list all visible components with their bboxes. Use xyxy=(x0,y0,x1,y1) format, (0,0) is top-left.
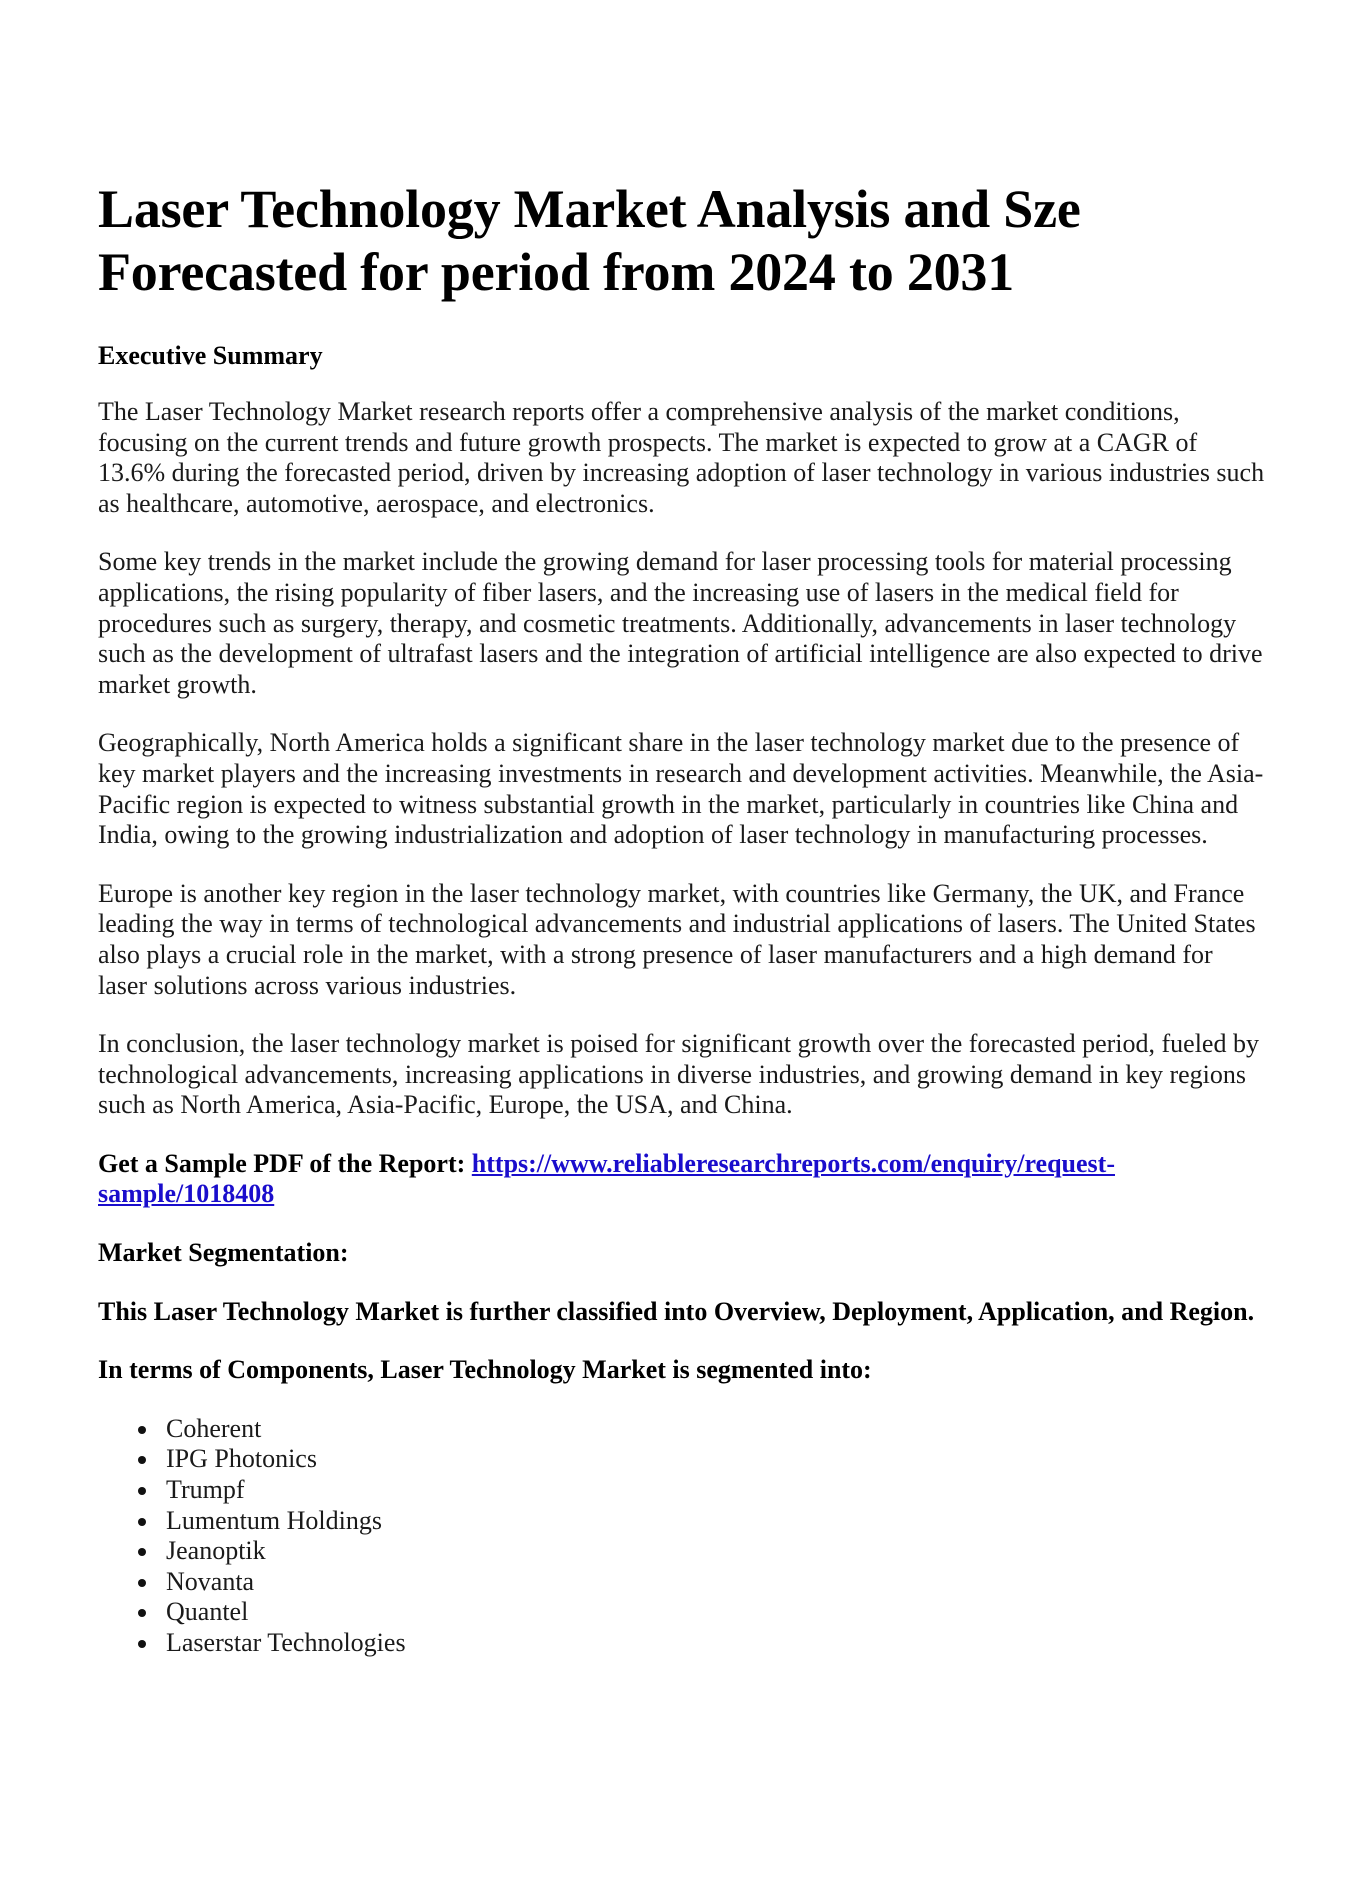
list-item: Jeanoptik xyxy=(138,1536,1268,1567)
paragraph-overview: The Laser Technology Market research reports offer a comprehensive analysis of the market conditions, focusing on the current trends and future growth prospects. The market is expected to grow at a CAGR of 13.6% during the forecasted period, driven by increasing adoption of laser technology in various industries such as healthcare, automotive, aerospace, and electronics. xyxy=(98,397,1265,518)
bullet-icon xyxy=(138,1548,146,1556)
bullet-icon xyxy=(138,1518,146,1526)
list-item: Laserstar Technologies xyxy=(138,1628,1268,1659)
paragraph-europe: Europe is another key region in the laser technology market, with countries like Germany, the UK, and France leading the way in terms of technological advancements and industrial applications of lasers. The United States also plays a crucial role in the market, with a strong presence of laser manufacturers and a high demand for laser solutions across various industries. xyxy=(98,878,1256,1000)
sample-pdf-line xyxy=(98,1149,1268,1210)
list-item: Lumentum Holdings xyxy=(138,1506,1268,1537)
bullet-icon xyxy=(138,1456,146,1464)
companies-list xyxy=(98,1414,1268,1659)
bullet-icon xyxy=(138,1640,146,1648)
bullet-icon xyxy=(138,1487,146,1495)
paragraph-geography: Geographically, North America holds a significant share in the laser technology market due to the presence of key market players and the increasing investments in research and development activities. Meanwhile, the Asia-Pacific region is expected to witness substantial growth in the market, particularly in countries like China and India, owing to the growing industrialization and adoption of laser technology in manufacturing processes. xyxy=(98,728,1264,850)
classification-text: This Laser Technology Market is further classified into Overview, Deployment, Application, and Region. xyxy=(98,1296,1255,1326)
bullet-icon xyxy=(138,1579,146,1587)
sample-pdf-link[interactable]: https://www.reliableresearchreports.com/enquiry/request-sample/1018408 xyxy=(98,1148,1115,1209)
list-item: Coherent xyxy=(138,1414,1268,1445)
bullet-icon xyxy=(138,1426,146,1434)
title-line-2: Forecasted for period from 2024 to 2031 xyxy=(98,242,1015,302)
executive-summary-heading: Executive Summary xyxy=(98,341,323,370)
components-heading: In terms of Components, Laser Technology Market is segmented into: xyxy=(98,1355,872,1385)
list-item: Novanta xyxy=(138,1567,1268,1598)
page-title xyxy=(98,178,1268,304)
list-item: Quantel xyxy=(138,1597,1268,1628)
sample-pdf-label: Get a Sample PDF of the Report: xyxy=(98,1148,472,1178)
market-segmentation-heading: Market Segmentation: xyxy=(98,1238,349,1268)
paragraph-key-trends: Some key trends in the market include the growing demand for laser processing tools for material processing applications, the rising popularity of fiber lasers, and the increasing use of lasers in the medical field for procedures such as surgery, therapy, and cosmetic treatments. Additionally, advancements in laser technology such as the development of ultrafast lasers and the integration of artificial intelligence are also expected to drive market growth. xyxy=(98,547,1263,699)
list-item: IPG Photonics xyxy=(138,1444,1268,1475)
bullet-icon xyxy=(138,1609,146,1617)
list-item: Trumpf xyxy=(138,1475,1268,1506)
document-page xyxy=(98,178,1268,1659)
title-line-1: Laser Technology Market Analysis and Sze xyxy=(98,179,1081,239)
paragraph-conclusion: In conclusion, the laser technology market is poised for significant growth over the forecasted period, fueled by technological advancements, increasing applications in diverse industries, and growing demand in key regions such as North America, Asia-Pacific, Europe, the USA, and China. xyxy=(98,1029,1259,1120)
